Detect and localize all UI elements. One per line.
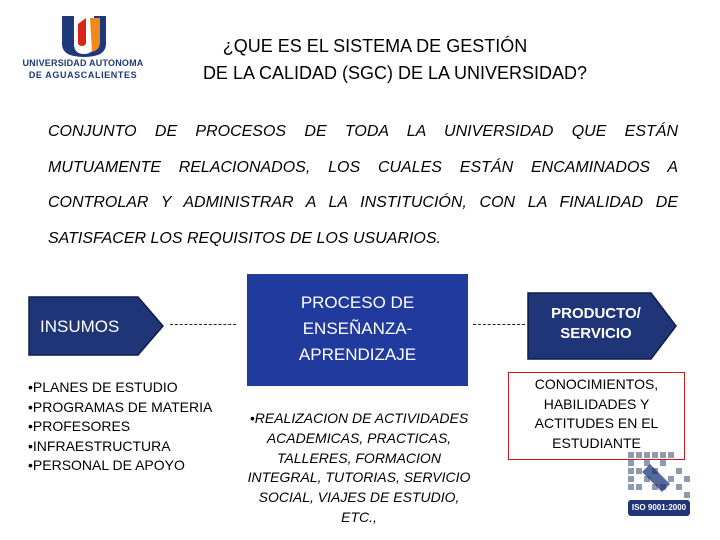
process-line-3: APRENDIZAJE <box>298 345 417 364</box>
iso-badge-text: ISO 9001:2000 <box>631 503 687 512</box>
process-activities <box>226 409 492 528</box>
university-logo <box>18 14 148 84</box>
process-line-1: PROCESO DE <box>300 293 415 312</box>
university-emblem-icon <box>18 14 148 58</box>
activities-line: SOCIAL, VIAJES DE ESTUDIO, <box>258 489 460 506</box>
iso-badge <box>622 446 696 522</box>
definition-paragraph: CONJUNTO DE PROCESOS DE TODA LA UNIVERSIDAD QUE ESTÁN MUTUAMENTE RELACIONADOS, LOS CUALES ESTÁN ENCAMINADOS A CONTROLAR Y ADMINISTRAR A LA INSTITUCIÓN, CON LA FINALIDAD DE SATISFACER LOS REQUISITOS DE LOS USUARIOS. <box>48 123 678 247</box>
output-label <box>534 304 658 344</box>
logo-line-1: UNIVERSIDAD AUTONOMA <box>22 58 144 68</box>
activities-line: ETC., <box>341 508 377 525</box>
outcomes-line: ESTUDIANTE <box>552 434 641 451</box>
inputs-list <box>28 378 212 476</box>
right-connector <box>473 324 525 325</box>
process-line-2: ENSEÑANZA- <box>302 319 413 338</box>
output-line-2: SERVICIO <box>560 325 632 342</box>
list-item: •PLANES DE ESTUDIO <box>28 379 178 395</box>
page-title-line-2: DE LA CALIDAD (SGC) DE LA UNIVERSIDAD? <box>202 63 588 83</box>
list-item: •PROFESORES <box>28 418 131 434</box>
logo-line-2: DE AGUASCALIENTES <box>28 70 138 80</box>
outcomes-line: HABILIDADES Y <box>543 395 650 412</box>
activities-line: •REALIZACION DE ACTIVIDADES <box>249 410 469 426</box>
outcomes-line: CONOCIMIENTOS, <box>534 376 659 392</box>
activities-line: TALLERES, FORMACION <box>277 449 441 466</box>
activities-line: INTEGRAL, TUTORIAS, SERVICIO <box>247 469 471 486</box>
list-item: •PROGRAMAS DE MATERIA <box>28 398 213 415</box>
activities-line: ACADEMICAS, PRACTICAS, <box>266 429 452 446</box>
list-item: •PERSONAL DE APOYO <box>28 457 185 473</box>
outcomes-line: ACTITUDES EN EL <box>534 415 659 431</box>
inputs-label: INSUMOS <box>40 317 120 336</box>
page-title-line-1: ¿QUE ES EL SISTEMA DE GESTIÓN <box>222 36 528 56</box>
process-box <box>247 274 468 386</box>
left-connector <box>170 324 236 325</box>
output-line-1: PRODUCTO/ <box>551 305 641 322</box>
list-item: •INFRAESTRUCTURA <box>28 437 171 454</box>
